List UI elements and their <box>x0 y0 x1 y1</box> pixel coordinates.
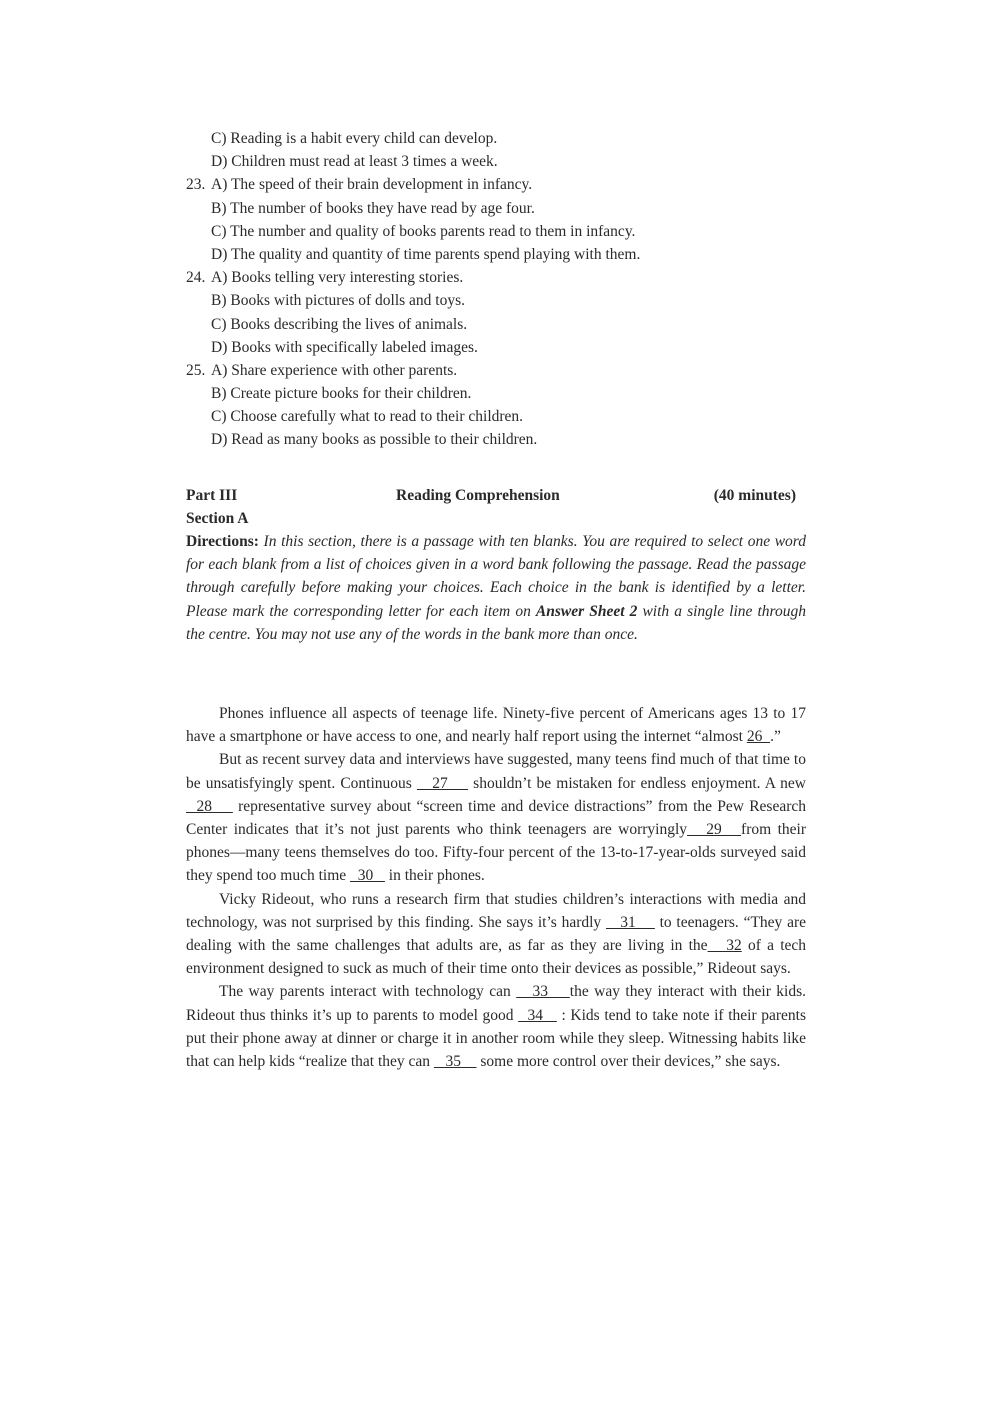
option-letter: C) <box>211 130 227 147</box>
option-text: Books describing the lives of animals. <box>230 315 468 333</box>
option-line <box>186 382 806 405</box>
option-line <box>186 428 806 451</box>
option-line <box>186 289 806 312</box>
blank-26: 26 <box>746 728 771 746</box>
blank-32: 32 <box>707 937 742 955</box>
option-letter: D) <box>211 245 228 263</box>
directions-label: Directions: <box>186 533 259 550</box>
passage-text: from their phones—many teens themselves do too. Fifty-four percent of the 13-to-17-year-olds surveyed said they spend too much time <box>186 821 806 885</box>
passage-text: of a tech environment designed to suck as much of their time onto their devices as possible,” Rideout says. <box>186 937 807 978</box>
passage-text: The way parents interact with technology can <box>219 983 517 1001</box>
directions-text: In this section, there is a passage with ten blanks. You are required to select one word for each blank from a list of choices given in a word bank following the passage. Read the passage through carefully before making your choices. Each choice in the bank is identified by a letter. Please mark the corresponding letter for each item on <box>186 533 806 620</box>
option-text: Books telling very interesting stories. <box>231 269 464 287</box>
option-letter: B) <box>211 385 227 403</box>
paragraph <box>186 980 806 1073</box>
blank-30: 30 <box>350 867 385 885</box>
option-text: Create picture books for their children. <box>230 385 472 403</box>
option-line <box>186 266 806 289</box>
option-letter: A) <box>211 176 228 194</box>
option-letter: D) <box>211 338 228 356</box>
question-number: 23. <box>186 176 206 194</box>
option-line <box>186 359 806 382</box>
passage-text: But as recent survey data and interviews have suggested, many teens find much of that time to be unsatisfyingly spent. Continuous <box>186 751 806 792</box>
exam-page <box>186 127 806 1073</box>
option-letter: C) <box>211 408 227 426</box>
option-letter: C) <box>211 315 227 333</box>
option-text: Choose carefully what to read to their children. <box>230 408 524 426</box>
part-label: Part III <box>186 486 238 504</box>
option-line <box>186 150 806 173</box>
option-line <box>186 173 806 196</box>
option-text: Reading is a habit every child can develop. <box>230 130 498 147</box>
question-number: 25. <box>186 361 206 379</box>
option-text: Books with specifically labeled images. <box>231 338 478 356</box>
passage-text: in their phones. <box>384 867 485 885</box>
passage-text: Phones influence all aspects of teenage life. Ninety-five percent of Americans ages 13 to 17 have a smartphone or have access to one, and nearly half report using the internet “almost <box>186 705 806 746</box>
passage-text: : Kids tend to take note if their parents put their phone away at dinner or charge it in another room while they sleep. Witnessing habits like that can help kids “realize that they can <box>186 1006 807 1071</box>
option-text: Children must read at least 3 times a week. <box>231 153 498 171</box>
paragraph <box>186 702 806 748</box>
option-letter: D) <box>211 153 228 171</box>
blank-29: 29 <box>687 821 742 839</box>
paragraph <box>186 748 806 887</box>
passage-text: Vicky Rideout, who runs a research firm that studies children’s interactions with media and technology, was not surprised by this finding. She says it’s hardly <box>186 890 806 931</box>
passage-text: the way they interact with their kids. Rideout thus thinks it’s up to parents to model good <box>186 983 807 1024</box>
part-header <box>186 484 806 507</box>
question-number: 24. <box>186 269 206 287</box>
option-text: Books with pictures of dolls and toys. <box>230 292 466 310</box>
passage-text: representative survey about “screen time and device distractions” from the Pew Research Center indicates that it’s not just parents who think teenagers are worryingly <box>186 797 806 839</box>
paragraph <box>186 888 806 981</box>
passage-text: shouldn’t be mistaken for endless enjoyment. A new <box>468 774 807 792</box>
blank-28: 28 <box>186 797 233 815</box>
option-line <box>186 243 806 266</box>
option-line <box>186 405 806 428</box>
blank-31: 31 <box>605 913 655 931</box>
blank-27: 27 <box>416 774 469 792</box>
option-line <box>186 336 806 359</box>
option-letter: B) <box>211 199 227 217</box>
option-line <box>186 220 806 243</box>
passage-text: to teenagers. “They are dealing with the same challenges that adults are, as far as they are living in the <box>186 913 806 955</box>
option-text: Read as many books as possible to their children. <box>231 431 538 449</box>
option-text: The number of books they have read by age four. <box>230 199 535 217</box>
part-title: Reading Comprehension <box>396 486 560 504</box>
option-letter: C) <box>211 222 227 240</box>
option-text: Share experience with other parents. <box>231 361 458 379</box>
answer-options-list <box>186 127 806 452</box>
directions <box>186 530 806 646</box>
directions-text-end: with a single line through the centre. You may not use any of the words in the bank more than once. <box>186 602 807 643</box>
option-text: The speed of their brain development in infancy. <box>230 176 533 194</box>
answer-sheet-ref: Answer Sheet 2 <box>535 602 638 620</box>
passage-text: .” <box>770 728 781 746</box>
option-text: The number and quality of books parents read to them in infancy. <box>230 222 636 240</box>
section-title: Section A <box>186 509 249 527</box>
blank-34: 34 <box>518 1006 557 1024</box>
option-letter: B) <box>211 292 227 310</box>
option-letter: A) <box>211 269 228 287</box>
option-letter: A) <box>211 361 228 379</box>
blank-35: 35 <box>433 1053 477 1071</box>
part-time: (40 minutes) <box>713 486 796 504</box>
passage <box>186 702 806 1073</box>
option-letter: D) <box>211 431 228 449</box>
option-text: The quality and quantity of time parents spend playing with them. <box>230 245 641 263</box>
option-line <box>186 127 806 150</box>
passage-text: some more control over their devices,” she says. <box>476 1053 781 1071</box>
blank-33: 33 <box>516 983 570 1001</box>
option-line <box>186 313 806 336</box>
option-line <box>186 197 806 220</box>
